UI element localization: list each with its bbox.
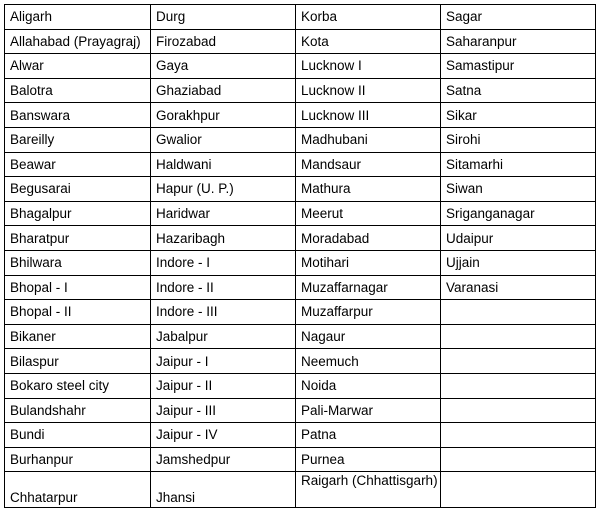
table-row: [5, 447, 596, 472]
table-cell: Muzaffarpur: [296, 300, 441, 325]
table-cell: Sitamarhi: [441, 152, 596, 177]
table-cell: Korba: [296, 5, 441, 30]
table-row: [5, 103, 596, 128]
table-cell: Jaipur - IV: [151, 423, 296, 448]
table-cell: Patna: [296, 423, 441, 448]
table-row: [5, 177, 596, 202]
table-cell: Bokaro steel city: [5, 373, 151, 398]
table-cell: Muzaffarnagar: [296, 275, 441, 300]
table-cell: Durg: [151, 5, 296, 30]
table-cell: Indore - I: [151, 250, 296, 275]
table-cell: Meerut: [296, 201, 441, 226]
table-cell: Firozabad: [151, 29, 296, 54]
table-cell: Gaya: [151, 54, 296, 79]
table-cell: Bhagalpur: [5, 201, 151, 226]
table-row: [5, 152, 596, 177]
table-cell: Beawar: [5, 152, 151, 177]
table-cell: Neemuch: [296, 349, 441, 374]
table-row: [5, 226, 596, 251]
table-cell: [441, 300, 596, 325]
table-row: [5, 201, 596, 226]
table-cell: Pali-Marwar: [296, 398, 441, 423]
table-cell: Alwar: [5, 54, 151, 79]
table-row: [5, 373, 596, 398]
table-cell: [441, 324, 596, 349]
table-row: [5, 472, 596, 508]
table-cell: Motihari: [296, 250, 441, 275]
table-cell: Bharatpur: [5, 226, 151, 251]
table-row: [5, 349, 596, 374]
table-cell: Burhanpur: [5, 447, 151, 472]
table-cell: Haldwani: [151, 152, 296, 177]
table-cell: Bhopal - II: [5, 300, 151, 325]
table-cell: Hapur (U. P.): [151, 177, 296, 202]
table-cell: Jamshedpur: [151, 447, 296, 472]
table-cell: [441, 373, 596, 398]
table-cell: Indore - II: [151, 275, 296, 300]
table-cell: Samastipur: [441, 54, 596, 79]
table-cell: Jhansi: [151, 472, 296, 508]
table-cell: Satna: [441, 78, 596, 103]
table-row: [5, 275, 596, 300]
table-cell: Moradabad: [296, 226, 441, 251]
table-cell: [441, 423, 596, 448]
table-cell: Indore - III: [151, 300, 296, 325]
table-cell: Jaipur - III: [151, 398, 296, 423]
table-row: [5, 54, 596, 79]
table-row: [5, 423, 596, 448]
table-cell: Jaipur - II: [151, 373, 296, 398]
table-cell: Varanasi: [441, 275, 596, 300]
table-cell: Bareilly: [5, 127, 151, 152]
city-table-body: [5, 5, 596, 508]
table-cell: Begusarai: [5, 177, 151, 202]
table-cell: Saharanpur: [441, 29, 596, 54]
table-cell: Mathura: [296, 177, 441, 202]
table-cell: Noida: [296, 373, 441, 398]
table-cell: Mandsaur: [296, 152, 441, 177]
table-cell: Sikar: [441, 103, 596, 128]
table-row: [5, 127, 596, 152]
table-cell: Purnea: [296, 447, 441, 472]
table-cell: Banswara: [5, 103, 151, 128]
table-cell: Bulandshahr: [5, 398, 151, 423]
table-cell: Ghaziabad: [151, 78, 296, 103]
table-cell: Aligarh: [5, 5, 151, 30]
table-cell: Siwan: [441, 177, 596, 202]
table-cell: Nagaur: [296, 324, 441, 349]
table-cell: Bhopal - I: [5, 275, 151, 300]
table-cell: Lucknow III: [296, 103, 441, 128]
table-row: [5, 300, 596, 325]
table-cell: Bundi: [5, 423, 151, 448]
table-row: [5, 250, 596, 275]
table-cell: Madhubani: [296, 127, 441, 152]
table-cell: Bikaner: [5, 324, 151, 349]
table-cell: Lucknow II: [296, 78, 441, 103]
table-cell: Lucknow I: [296, 54, 441, 79]
table-cell: Sirohi: [441, 127, 596, 152]
table-row: [5, 78, 596, 103]
table-cell: Sriganganagar: [441, 201, 596, 226]
table-row: [5, 29, 596, 54]
table-cell: [441, 398, 596, 423]
table-row: [5, 398, 596, 423]
table-row: [5, 324, 596, 349]
table-cell: Haridwar: [151, 201, 296, 226]
table-cell: Chhatarpur: [5, 472, 151, 508]
table-cell: Sagar: [441, 5, 596, 30]
table-cell: Raigarh (Chhattisgarh): [296, 472, 441, 508]
table-cell: [441, 472, 596, 508]
table-cell: [441, 349, 596, 374]
table-cell: Ujjain: [441, 250, 596, 275]
table-cell: Hazaribagh: [151, 226, 296, 251]
table-cell: Allahabad (Prayagraj): [5, 29, 151, 54]
table-cell: [441, 447, 596, 472]
table-cell: Gwalior: [151, 127, 296, 152]
table-cell: Kota: [296, 29, 441, 54]
table-cell: Bilaspur: [5, 349, 151, 374]
table-cell: Jabalpur: [151, 324, 296, 349]
table-row: [5, 5, 596, 30]
table-cell: Gorakhpur: [151, 103, 296, 128]
table-cell: Udaipur: [441, 226, 596, 251]
table-cell: Bhilwara: [5, 250, 151, 275]
city-table: [4, 4, 596, 508]
table-cell: Balotra: [5, 78, 151, 103]
table-cell: Jaipur - I: [151, 349, 296, 374]
